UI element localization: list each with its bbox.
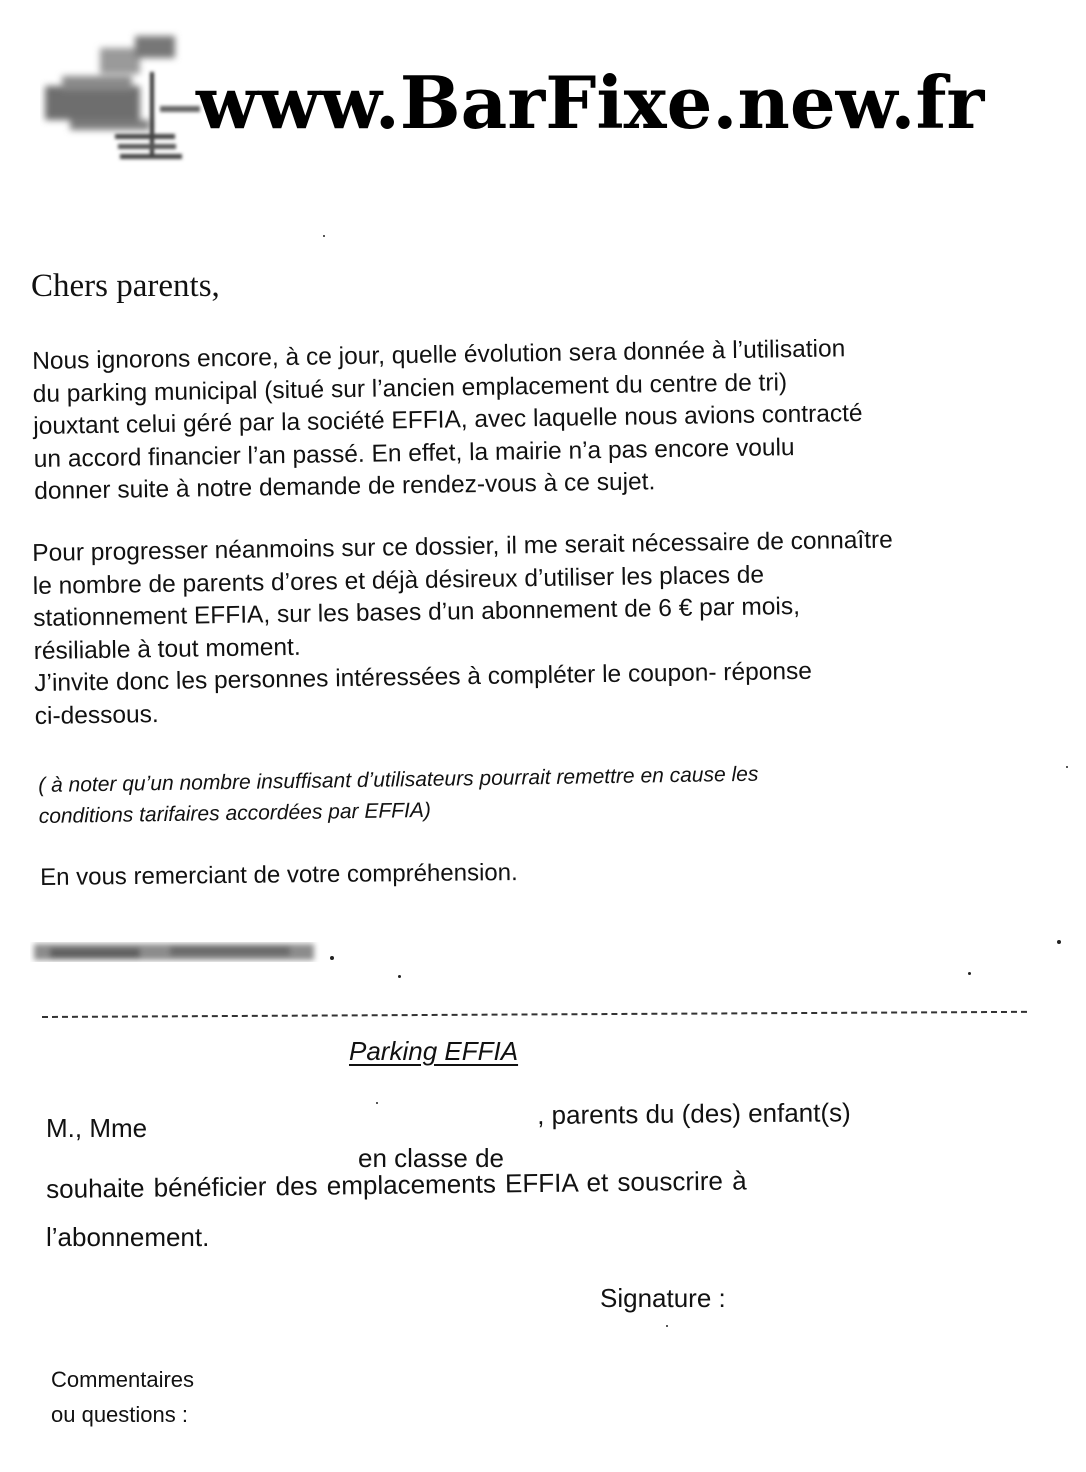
blurred-logo-icon bbox=[40, 28, 210, 163]
scan-speck bbox=[376, 1102, 378, 1104]
salutation: Chers parents, bbox=[31, 268, 220, 304]
note-line: conditions tarifaires accordées par EFFIA) bbox=[38, 798, 432, 828]
paragraph-line: Pour progresser néanmoins sur ce dossier, il me serait nécessaire de connaître bbox=[32, 526, 894, 567]
closing-line: En vous remerciant de votre compréhension. bbox=[40, 858, 518, 891]
paragraph-parking-status bbox=[32, 333, 864, 509]
paragraph-line: jouxtant celui géré par la société EFFIA, avec laquelle nous avions contracté bbox=[33, 399, 863, 440]
paragraph-line: J’invite donc les personnes intéressées à compléter le coupon- réponse bbox=[34, 657, 813, 697]
scan-speck bbox=[323, 235, 325, 237]
scan-speck bbox=[330, 956, 334, 960]
paragraph-line: stationnement EFFIA, sur les bases d’un abonnement de 6 € par mois, bbox=[33, 592, 801, 632]
scan-speck bbox=[968, 972, 971, 975]
abonnement-line: l’abonnement. bbox=[46, 1222, 210, 1252]
redacted-signature bbox=[30, 938, 320, 968]
comments-line: Commentaires bbox=[51, 1367, 195, 1392]
comments-label bbox=[51, 1362, 194, 1432]
souhaite-line: souhaite bénéficier des emplacements EFFIA et souscrire à bbox=[46, 1165, 747, 1204]
note-line: ( à noter qu’un nombre insuffisant d’utilisateurs pourrait remettre en cause les bbox=[38, 762, 759, 797]
paragraph-line: ci-dessous. bbox=[34, 700, 159, 730]
signature-label: Signature : bbox=[600, 1283, 726, 1313]
parents-label: , parents du (des) enfant(s) bbox=[537, 1097, 851, 1130]
pricing-note bbox=[38, 759, 759, 832]
paragraph-subscription-request bbox=[32, 524, 896, 732]
scan-speck bbox=[398, 975, 401, 978]
scan-speck bbox=[666, 1325, 668, 1327]
coupon-title: Parking EFFIA bbox=[349, 1036, 519, 1066]
scan-speck bbox=[1066, 766, 1068, 768]
paragraph-line: du parking municipal (situé sur l’ancien emplacement du centre de tri) bbox=[32, 368, 788, 408]
cut-line bbox=[42, 1011, 1027, 1018]
paragraph-line: résiliable à tout moment. bbox=[33, 633, 301, 665]
classe-label: en classe de bbox=[358, 1143, 504, 1173]
site-url-header: www.BarFixe.new.fr bbox=[196, 60, 985, 145]
comments-line: ou questions : bbox=[51, 1402, 188, 1427]
paragraph-line: donner suite à notre demande de rendez-vous à ce sujet. bbox=[34, 468, 656, 505]
paragraph-line: un accord financier l’an passé. En effet, la mairie n’a pas encore voulu bbox=[33, 433, 795, 473]
scan-speck bbox=[1057, 940, 1061, 944]
mme-label: M., Mme bbox=[46, 1113, 148, 1143]
paragraph-line: Nous ignorons encore, à ce jour, quelle évolution sera donnée à l’utilisation bbox=[32, 335, 846, 375]
paragraph-line: le nombre de parents d’ores et déjà désireux d’utiliser les places de bbox=[32, 561, 765, 600]
